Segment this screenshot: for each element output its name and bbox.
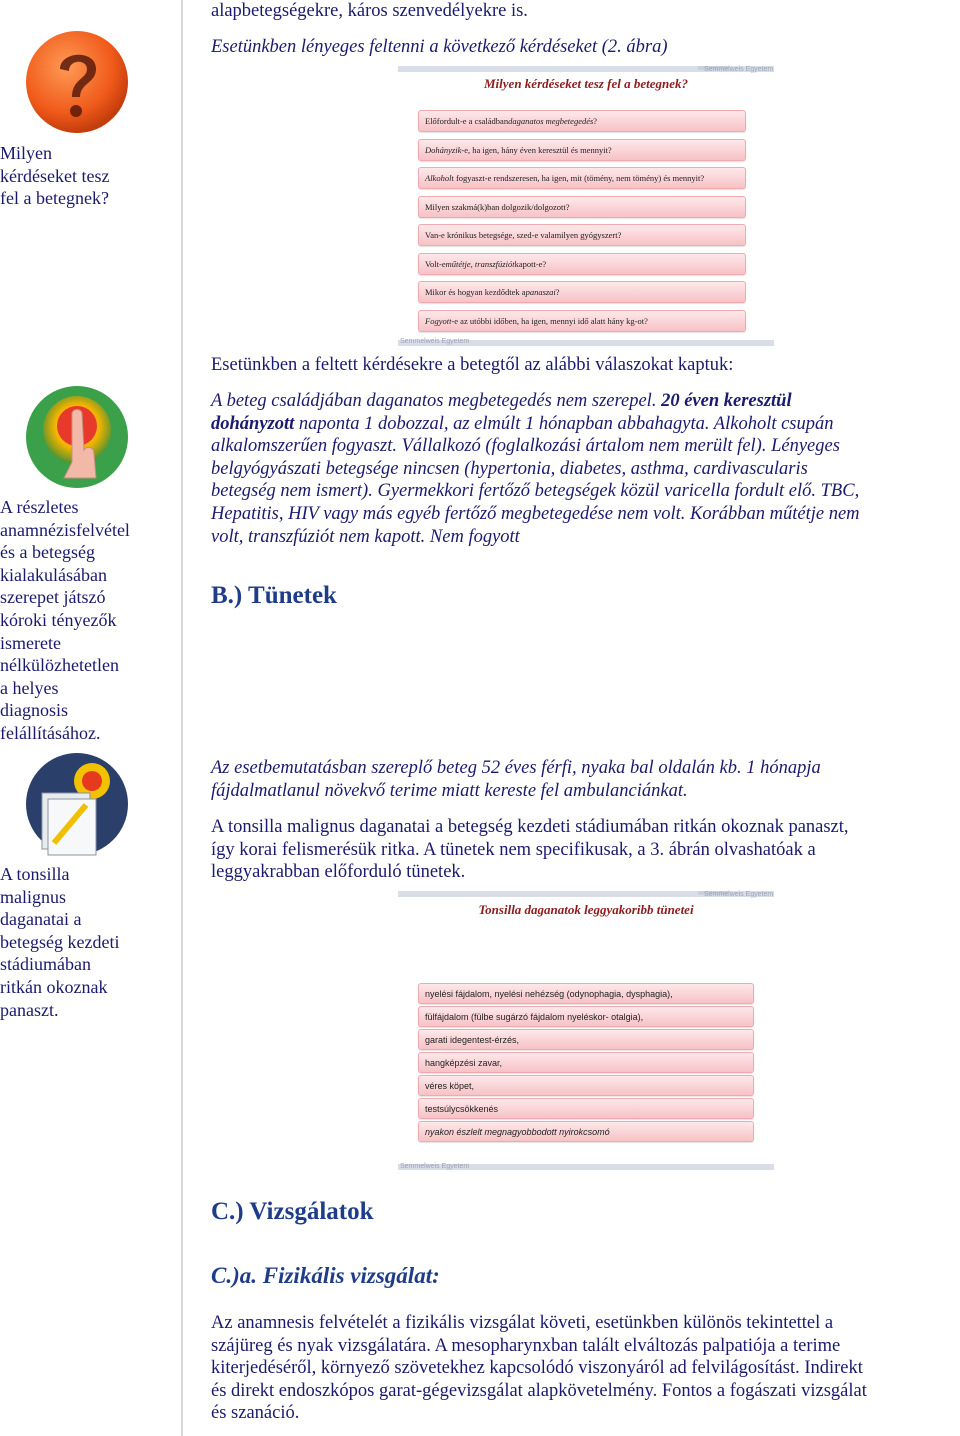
symptom-item: nyakon észlelt megnagyobbodott nyirokcsomó — [418, 1121, 754, 1142]
caption-line: szerepet játszó — [0, 587, 106, 608]
section-heading-c: C.) Vizsgálatok — [211, 1198, 374, 1225]
alert-papers-icon — [24, 751, 130, 857]
figure-brand: Semmelweis Egyetem — [704, 891, 774, 898]
figure-reference-line: Esetünkben lényeges feltenni a következő kérdéseket (2. ábra) — [211, 37, 668, 57]
sidebar-caption-tonsilla — [0, 863, 175, 1021]
caption-line: A tonsilla — [0, 864, 70, 884]
question-item: Dohányzik -e, ha igen, hány éven keresztül és mennyit? — [418, 139, 746, 161]
caption-line: nélkülözhetetlen — [0, 655, 119, 676]
physical-line: és szanáció. — [211, 1403, 300, 1424]
touch-button-icon — [24, 384, 130, 490]
question-item: Alkohol t fogyaszt-e rendszeresen, ha igen, mit (tömény, nem tömény) és mennyit? — [418, 167, 746, 189]
caption-line: és a betegség — [0, 542, 95, 563]
tonsil-line: A tonsilla malignus daganatai a betegség kezdeti stádiumában ritkán okoznak panaszt, — [211, 817, 849, 837]
intro-line: alapbetegségekre, káros szenvedélyekre is. — [211, 1, 528, 21]
symptom-item: testsúlycsökkenés — [418, 1098, 754, 1119]
question-item: Fogyott -e az utóbbi időben, ha igen, mennyi idő alatt hány kg-ot? — [418, 310, 746, 332]
caption-line: diagnosis — [0, 700, 69, 721]
answer-line: alkalomszerűen fogyaszt. Vállalkozó (foglalkozási ártalom nem merült fel). Lényeges — [211, 436, 840, 457]
answer-line: A beteg családjában daganatos megbetegedés nem szerepel. 20 éven keresztül — [211, 391, 792, 411]
figure-title: Milyen kérdéseket tesz fel a betegnek? — [484, 76, 688, 91]
caption-line: betegség kezdeti — [0, 931, 120, 952]
caption-line: felállításához. — [0, 722, 101, 743]
caption-line: anamnézisfelvétel — [0, 519, 130, 540]
answer-line: Hepatitis, HIV vagy más egyéb fertőző megbetegedése nem volt. Korábban műtétje nem — [211, 504, 860, 524]
caption-line: fel a betegnek? — [0, 188, 109, 209]
symptom-item: véres köpet, — [418, 1075, 754, 1096]
symptom-item: garati idegentest-érzés, — [418, 1029, 754, 1050]
question-item: Mikor és hogyan kezdődtek a panaszai ? — [418, 281, 746, 303]
caption-line: kérdéseket tesz — [0, 165, 110, 186]
question-item: Milyen szakmá(k)ban dolgozik/dolgozott? — [418, 196, 746, 218]
caption-line: ismerete — [0, 632, 61, 653]
case-line: Az esetbemutatásban szereplő beteg 52 éves férfi, nyaka bal oldalán kb. 1 hónapja — [211, 758, 821, 778]
figure-symptoms — [398, 891, 774, 1173]
caption-line: kialakulásában — [0, 564, 107, 585]
physical-line: Az anamnesis felvételét a fizikális vizsgálat követi, esetünkben különös tekintettel a — [211, 1313, 834, 1333]
symptom-item: nyelési fájdalom, nyelési nehézség (odynophagia, dysphagia), — [418, 983, 754, 1004]
physical-line: szájüreg és nyak vizsgálatára. A mesopharynxban talált elváltozás palpatiója a terime — [211, 1335, 841, 1356]
answer-line: belgyógyászati betegsége nincsen (hypertonia, diabetes, asthma, cardivascularis — [211, 458, 808, 479]
physical-line: és direkt endoszkópos garat-gégevizsgálat alapkövetelmény. Fontos a fogászati vizsgálat — [211, 1380, 867, 1401]
symptom-item: fülfájdalom (fülbe sugárzó fájdalom nyeléskor- otalgia), — [418, 1006, 754, 1027]
question-item: Van-e krónikus betegsége, szed-e valamilyen gyógyszert? — [418, 224, 746, 246]
physical-line: kiterjedéséről, környező szövetekhez kapcsolódó viszonyáról ad felvilágosítást. Indirekt — [211, 1358, 863, 1379]
caption-line: A részletes — [0, 497, 79, 517]
sidebar-caption-anamnesis — [0, 496, 175, 745]
figure-brand-bottom: Semmelweis Egyetem — [400, 1163, 470, 1170]
figure-questions — [398, 66, 774, 348]
section-heading-ca: C.)a. Fizikális vizsgálat: — [211, 1263, 440, 1288]
caption-line: stádiumában — [0, 954, 91, 975]
caption-line: kóroki tényezők — [0, 609, 117, 630]
caption-line: ritkán okoznak — [0, 976, 108, 997]
caption-line: panaszt. — [0, 999, 59, 1020]
case-line: fájdalmatlanul növekvő terime miatt kereste fel ambulanciánkat. — [211, 780, 688, 801]
caption-line: a helyes — [0, 677, 59, 698]
answers-intro: Esetünkben a feltett kérdésekre a betegtől az alábbi válaszokat kaptuk: — [211, 355, 734, 375]
figure-brand-bottom: Semmelweis Egyetem — [400, 338, 470, 345]
answer-line: volt, transzfúziót nem kapott. Nem fogyott — [211, 526, 520, 547]
question-mark-icon — [24, 29, 130, 135]
column-divider — [181, 0, 183, 1436]
caption-line: daganatai a — [0, 909, 82, 930]
figure-brand: Semmelweis Egyetem — [704, 66, 774, 73]
answer-line: betegség nem ismert). Gyermekkori fertőző betegségek közül varicella fordult elő. TBC, — [211, 481, 860, 502]
question-item: Előfordult-e a családban daganatos megbetegedés ? — [418, 110, 746, 132]
sidebar-caption-questions — [0, 142, 175, 210]
symptom-item: hangképzési zavar, — [418, 1052, 754, 1073]
tonsil-line: így korai felismerésük ritka. A tünetek nem specifikusak, a 3. ábrán olvashatóak a — [211, 839, 816, 860]
caption-line: Milyen — [0, 143, 52, 163]
figure-title: Tonsilla daganatok leggyakoribb tünetei — [478, 902, 694, 917]
section-heading-b: B.) Tünetek — [211, 582, 337, 609]
answer-line: dohányzott naponta 1 dobozzal, az elmúlt 1 hónapban abbahagyta. Alkoholt csupán — [211, 413, 834, 434]
caption-line: malignus — [0, 886, 66, 907]
tonsil-line: leggyakrabban előforduló tünetek. — [211, 862, 466, 883]
question-item: Volt-e műtétje, transzfúziót kapott-e? — [418, 253, 746, 275]
